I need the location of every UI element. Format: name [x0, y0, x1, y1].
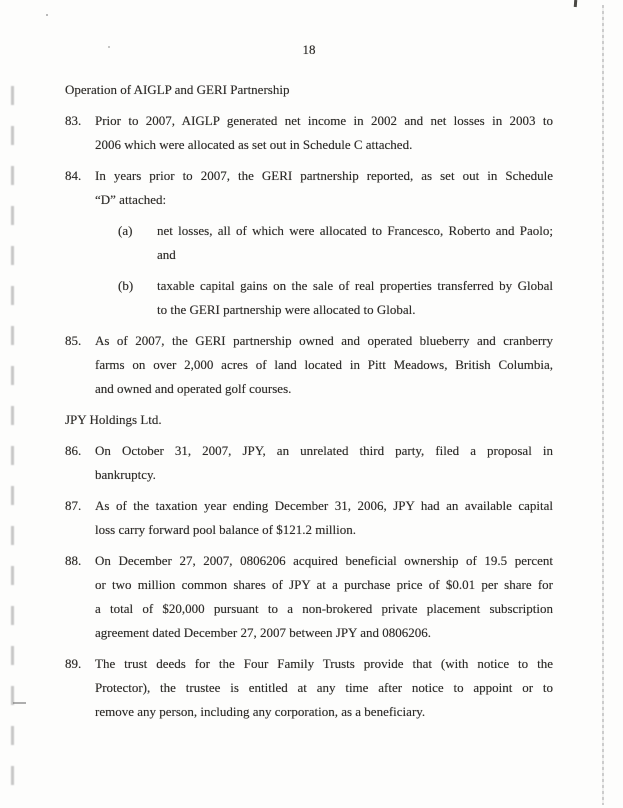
paragraph-number: 84.	[65, 168, 82, 183]
text-line: a total of $20,000 pursuant to a non-brokered private placement subscription	[95, 601, 553, 616]
text-line: to the GERI partnership were allocated to Global.	[157, 302, 416, 317]
text-line: farms on over 2,000 acres of land located in Pitt Meadows, British Columbia,	[95, 357, 553, 372]
paragraph-86	[65, 439, 553, 487]
text-line: Protector), the trustee is entitled at any time after notice to appoint or to	[95, 680, 553, 695]
paragraph-number: 87.	[65, 498, 82, 513]
paragraph-number: 88.	[65, 553, 82, 568]
paragraph-87	[65, 494, 553, 542]
paragraph-body	[95, 439, 553, 487]
paragraph-body	[95, 164, 553, 212]
text-line: On December 27, 2007, 0806206 acquired beneficial ownership of 19.5 percent	[95, 553, 553, 568]
list-item-label: (b)	[118, 278, 134, 293]
paragraph-body	[157, 219, 553, 267]
text-line: net losses, all of which were allocated to Francesco, Roberto and Paolo;	[157, 223, 553, 238]
paragraph-body	[95, 329, 553, 401]
text-line: remove any person, including any corporation, as a beneficiary.	[95, 704, 426, 719]
list-item-a	[65, 219, 553, 267]
text-line: taxable capital gains on the sale of real properties transferred by Global	[157, 278, 553, 293]
text-line: and owned and operated golf courses.	[95, 381, 292, 396]
text-line: and	[157, 247, 176, 262]
paragraph-number: 83.	[65, 113, 82, 128]
document-body	[65, 78, 553, 724]
section-heading: JPY Holdings Ltd.	[65, 412, 162, 427]
paragraph-number: 86.	[65, 443, 82, 458]
text-line: or two million common shares of JPY at a purchase price of $0.01 per share for	[95, 577, 553, 592]
paragraph-85	[65, 329, 553, 401]
text-line: The trust deeds for the Four Family Trusts provide that (with notice to the	[95, 656, 553, 671]
text-line: Prior to 2007, AIGLP generated net income in 2002 and net losses in 2003 to	[95, 113, 553, 128]
paragraph-88	[65, 549, 553, 645]
text-line: loss carry forward pool balance of $121.2 million.	[95, 522, 357, 537]
paragraph-body	[95, 494, 553, 542]
section-heading: Operation of AIGLP and GERI Partnership	[65, 82, 290, 97]
text-line: “D” attached:	[95, 192, 167, 207]
list-item-label: (a)	[118, 223, 133, 238]
paragraph-body	[95, 549, 553, 645]
paragraph-body	[95, 652, 553, 724]
paragraph-84	[65, 164, 553, 212]
text-line: As of the taxation year ending December 31, 2006, JPY had an available capital	[95, 498, 553, 513]
text-line: On October 31, 2007, JPY, an unrelated third party, filed a proposal in	[95, 443, 553, 458]
page-number: 18	[302, 42, 316, 57]
text-line: 2006 which were allocated as set out in Schedule C attached.	[95, 137, 413, 152]
paragraph-body	[157, 274, 553, 322]
text-line: agreement dated December 27, 2007 between JPY and 0806206.	[95, 625, 431, 640]
paragraph-number: 85.	[65, 333, 82, 348]
paragraph-83	[65, 109, 553, 157]
text-line: As of 2007, the GERI partnership owned and operated blueberry and cranberry	[95, 333, 553, 348]
paragraph-number: 89.	[65, 656, 82, 671]
paragraph-89	[65, 652, 553, 724]
list-item-b	[65, 274, 553, 322]
text-line: In years prior to 2007, the GERI partnership reported, as set out in Schedule	[95, 168, 553, 183]
paragraph-body	[95, 109, 553, 157]
text-line: bankruptcy.	[95, 467, 156, 482]
